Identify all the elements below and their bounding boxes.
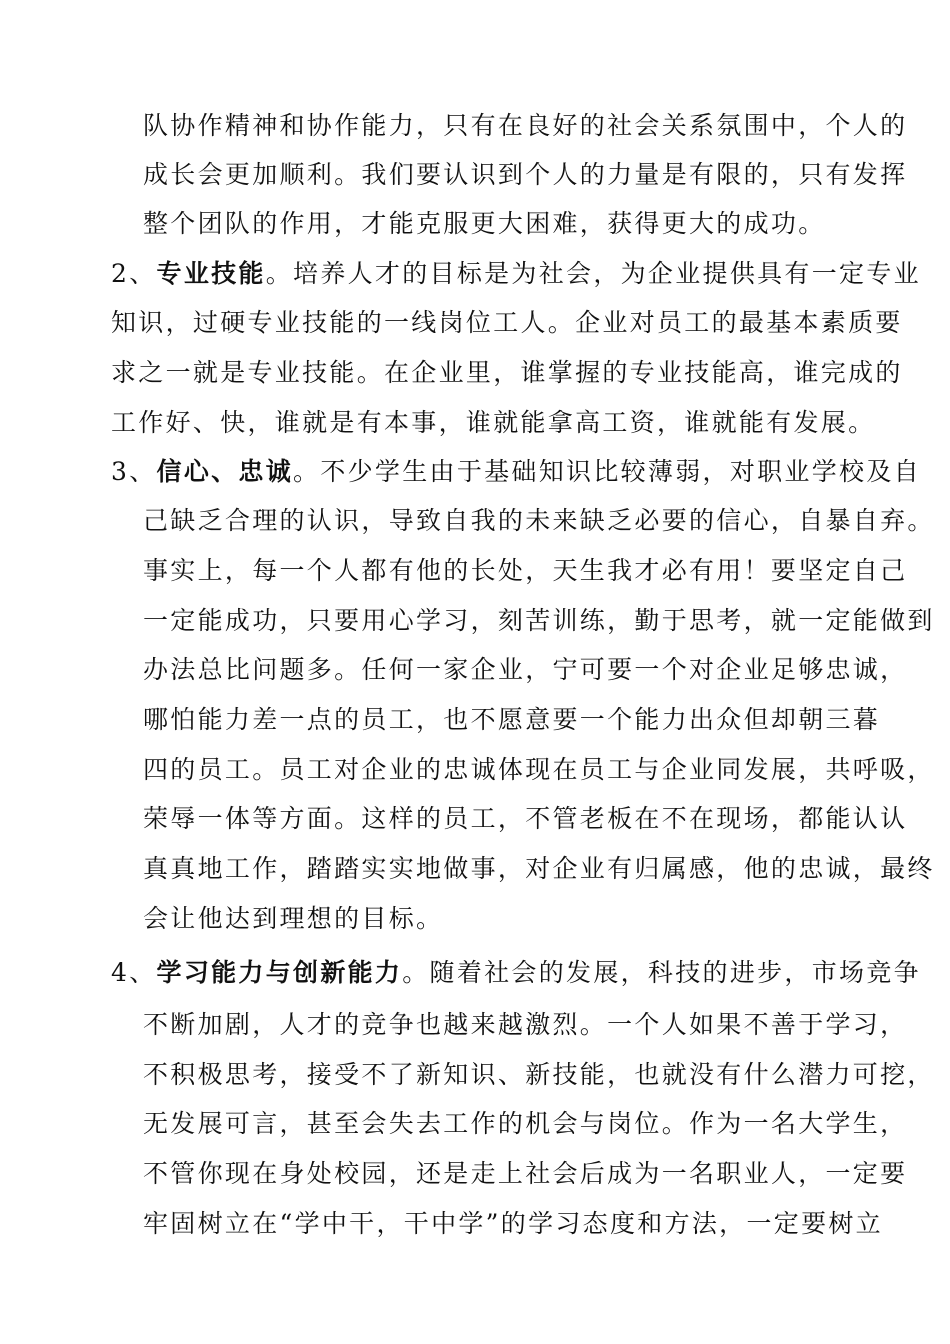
list-item-2-first-line [111, 258, 921, 290]
text-line: 求之一就是专业技能。在企业里，谁掌握的专业技能高，谁完成的 [111, 358, 903, 387]
text-line: 事实上，每一个人都有他的长处，天生我才必有用！要坚定自己 [143, 556, 908, 585]
list-item-4-first-line [111, 957, 921, 989]
text-line: 不管你现在身处校园，还是走上社会后成为一名职业人，一定要 [143, 1159, 908, 1188]
text-line: 队协作精神和协作能力，只有在良好的社会关系氛围中，个人的 [143, 111, 908, 140]
text-line: 会让他达到理想的目标。 [143, 904, 444, 933]
item-number: 4、 [111, 958, 157, 987]
text-line: 办法总比问题多。任何一家企业，宁可要一个对企业足够忠诚， [143, 655, 908, 684]
item-heading: 信心、忠诚 [156, 457, 294, 486]
item-heading: 专业技能 [156, 259, 266, 288]
text-line: 不断加剧，人才的竞争也越来越激烈。一个人如果不善于学习， [143, 1010, 908, 1039]
item-text: 。不少学生由于基础知识比较薄弱，对职业学校及自 [293, 457, 921, 486]
text-line: 一定能成功，只要用心学习，刻苦训练，勤于思考，就一定能做到 [143, 606, 935, 635]
text-line: 整个团队的作用，才能克服更大困难，获得更大的成功。 [143, 209, 826, 238]
text-line: 荣辱一体等方面。这样的员工，不管老板在不在现场，都能认认 [143, 804, 908, 833]
text-line: 不积极思考，接受不了新知识、新技能，也就没有什么潜力可挖， [143, 1060, 935, 1089]
list-item-3-first-line [111, 456, 921, 488]
text-line: 无发展可言，甚至会失去工作的机会与岗位。作为一名大学生， [143, 1109, 908, 1138]
text-line: 成长会更加顺利。我们要认识到个人的力量是有限的，只有发挥 [143, 160, 908, 189]
item-number: 2、 [111, 259, 157, 288]
text-line: 知识，过硬专业技能的一线岗位工人。企业对员工的最基本素质要 [111, 308, 903, 337]
item-heading: 学习能力与创新能力 [156, 958, 403, 987]
text-line: 工作好、快，谁就是有本事，谁就能拿高工资，谁就能有发展。 [111, 408, 876, 437]
text-line: 真真地工作，踏踏实实地做事，对企业有归属感，他的忠诚，最终 [143, 854, 935, 883]
text-line: 四的员工。员工对企业的忠诚体现在员工与企业同发展，共呼吸， [143, 755, 935, 784]
text-line: 哪怕能力差一点的员工，也不愿意要一个能力出众但却朝三暮 [143, 705, 881, 734]
item-text: 。培养人才的目标是为社会，为企业提供具有一定专业 [265, 259, 921, 288]
item-text: 。随着社会的发展，科技的进步，市场竞争 [402, 958, 921, 987]
item-number: 3、 [111, 457, 157, 486]
text-line: 牢固树立在“学中干，干中学”的学习态度和方法，一定要树立 [143, 1209, 883, 1238]
text-line: 己缺乏合理的认识，导致自我的未来缺乏必要的信心，自暴自弃。 [143, 506, 935, 535]
